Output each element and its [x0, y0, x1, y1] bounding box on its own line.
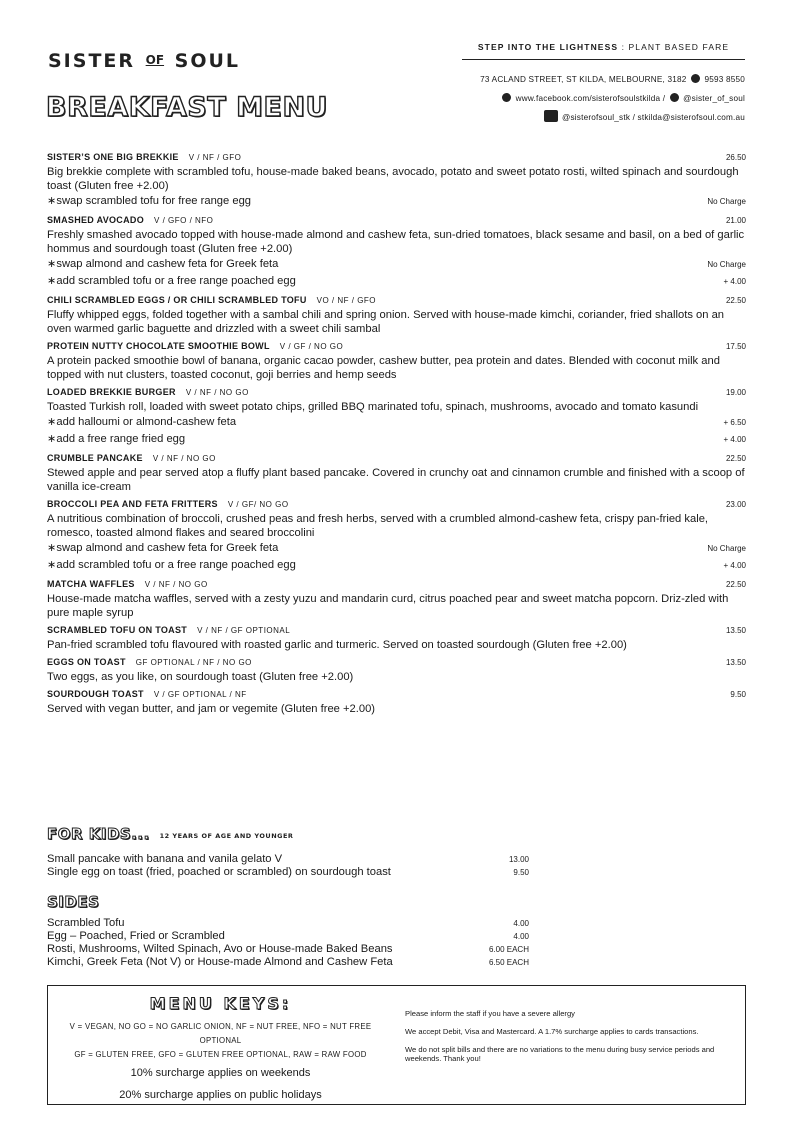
facebook-link[interactable]: www.facebook.com/sisterofsoulstkilda / — [515, 94, 666, 103]
instagram-icon — [544, 110, 558, 122]
extra-text: ∗add scrambled tofu or a free range poached egg — [47, 275, 296, 287]
item-header — [47, 451, 746, 466]
item-name: CHILI SCRAMBLED EGGS / OR CHILI SCRAMBLED TOFU — [47, 295, 307, 305]
item-extra — [47, 256, 746, 273]
menu-item — [47, 497, 746, 577]
brand-left: SISTER — [48, 50, 136, 72]
menu-item — [47, 687, 746, 719]
phone: 9593 8550 — [704, 75, 745, 84]
brand-logo — [48, 50, 240, 72]
brand-right: SOUL — [174, 50, 241, 72]
sides-row — [47, 956, 547, 969]
kids-item: Small pancake with banana and vanila gelato V — [47, 853, 283, 865]
extra-price: No Charge — [707, 260, 746, 269]
item-header — [47, 150, 746, 165]
item-title — [47, 213, 213, 228]
extra-text: ∗swap scrambled tofu for free range egg — [47, 195, 252, 207]
item-header — [47, 213, 746, 228]
sides-item: Egg – Poached, Fried or Scrambled — [47, 930, 225, 942]
kids-section — [47, 825, 547, 879]
item-price: 22.50 — [725, 296, 746, 305]
page-title: BREAKFAST MENU — [46, 92, 328, 123]
item-title — [47, 451, 216, 466]
holiday-surcharge: 20% surcharge applies on public holidays — [119, 1089, 322, 1101]
menu-item — [47, 293, 746, 339]
item-title — [47, 655, 252, 670]
kids-price: 13.00 — [508, 855, 529, 864]
item-price: 9.50 — [730, 690, 746, 699]
kids-row — [47, 853, 547, 866]
item-title — [47, 150, 241, 165]
extra-price: + 4.00 — [723, 435, 746, 444]
item-title — [47, 293, 376, 308]
item-extra — [47, 414, 746, 431]
item-description: Served with vegan butter, and jam or vegemite (Gluten free +2.00) — [47, 703, 376, 715]
address-line — [462, 70, 745, 89]
item-extra — [47, 540, 746, 557]
extra-price: + 4.00 — [723, 277, 746, 286]
item-title — [47, 623, 290, 638]
item-price: 17.50 — [725, 342, 746, 351]
extra-price: + 6.50 — [723, 418, 746, 427]
item-price: 13.50 — [725, 658, 746, 667]
item-name: MATCHA WAFFLES — [47, 579, 135, 589]
payment-note: We accept Debit, Visa and Mastercard. A 1.7% surcharge applies to cards transactions. — [405, 1027, 699, 1036]
menu-item — [47, 150, 746, 213]
item-dietary-tags: V / NF / NO GO — [185, 388, 249, 397]
item-header — [47, 339, 746, 354]
menu-items — [47, 150, 746, 719]
item-dietary-tags: GF OPTIONAL / NF / NO GO — [135, 658, 252, 667]
sides-section — [47, 893, 547, 969]
weekend-surcharge: 10% surcharge applies on weekends — [130, 1067, 311, 1079]
kids-price: 9.50 — [513, 868, 529, 877]
allergy-note: Please inform the staff if you have a severe allergy — [405, 1009, 575, 1018]
kids-subtitle: 12 YEARS OF AGE AND YOUNGER — [159, 832, 294, 840]
policy-notes — [405, 1009, 740, 1072]
item-header — [47, 497, 746, 512]
item-description: Toasted Turkish roll, loaded with sweet potato chips, grilled BBQ marinated tofu, spinach, mushrooms, avocado and tomato kasundi — [47, 401, 699, 413]
item-name: BROCCOLI PEA AND FETA FRITTERS — [47, 499, 218, 509]
instagram-email[interactable]: @sisterofsoul_stk / stkilda@sisterofsoul.com.au — [561, 113, 745, 122]
sides-price: 4.00 — [513, 919, 529, 928]
header-contact-block — [462, 42, 745, 127]
item-price: 19.00 — [725, 388, 746, 397]
social-handle[interactable]: @sister_of_soul — [683, 94, 745, 103]
item-title — [47, 385, 249, 400]
item-name: CRUMBLE PANCAKE — [47, 453, 143, 463]
menu-keys-line-2: GF = GLUTEN FREE, GFO = GLUTEN FREE OPTIONAL, RAW = RAW FOOD — [74, 1050, 367, 1059]
item-description: Stewed apple and pear served atop a fluffy plant based pancake. Covered in crunchy oat and cinnamon crumble and finished with a scoop of vanilla ice-cream — [47, 467, 745, 493]
item-header — [47, 293, 746, 308]
item-extra — [47, 193, 746, 210]
sides-row — [47, 930, 547, 943]
item-price: 21.00 — [725, 216, 746, 225]
sides-item: Rosti, Mushrooms, Wilted Spinach, Avo or House-made Baked Beans — [47, 943, 393, 955]
extra-text: ∗add a free range fried egg — [47, 433, 186, 445]
sides-row — [47, 917, 547, 930]
item-dietary-tags: V / GF OPTIONAL / NF — [153, 690, 247, 699]
extra-price: No Charge — [707, 197, 746, 206]
item-description: Freshly smashed avocado topped with house-made almond and cashew feta, sun-dried tomatoes, black sesame and basil, on a bed of garlic hommus and sourdough toast (Gluten free +2.00) — [47, 229, 745, 255]
facebook-icon — [502, 93, 511, 102]
item-dietary-tags: V / NF / NO GO — [152, 454, 216, 463]
item-price: 13.50 — [725, 626, 746, 635]
sides-row — [47, 943, 547, 956]
kids-title — [47, 825, 547, 843]
sides-price: 6.50 EACH — [488, 958, 529, 967]
extra-text: ∗swap almond and cashew feta for Greek feta — [47, 258, 279, 270]
item-title — [47, 339, 343, 354]
contact-info — [462, 70, 745, 127]
item-description: Pan-fried scrambled tofu flavoured with roasted garlic and turmeric. Served on toasted sourdough (Gluten free +2.00) — [47, 639, 627, 651]
item-header — [47, 687, 746, 702]
menu-item — [47, 385, 746, 451]
item-dietary-tags: V / GF / NO GO — [279, 342, 344, 351]
item-description: Big brekkie complete with scrambled tofu, house-made baked beans, avocado, potato and sweet potato rosti, wilted spinach and sourdough toast (Gluten free +2.00) — [47, 166, 739, 192]
item-dietary-tags: VO / NF / GFO — [316, 296, 377, 305]
item-dietary-tags: V / NF / NO GO — [144, 580, 208, 589]
item-dietary-tags: V / NF / GF OPTIONAL — [197, 626, 291, 635]
sides-title: SIDES — [47, 893, 100, 911]
kids-item: Single egg on toast (fried, poached or scrambled) on sourdough toast — [47, 866, 391, 878]
item-header — [47, 577, 746, 592]
sides-item: Kimchi, Greek Feta (Not V) or House-made Almond and Cashew Feta — [47, 956, 393, 968]
menu-item — [47, 451, 746, 497]
tagline-rest: : PLANT BASED FARE — [621, 42, 730, 52]
item-description: Fluffy whipped eggs, folded together with a sambal chili and spring onion. Served with house-made kimchi, coriander, fried shallots on an oven warmed garlic baguette and drizzled with a sweet chili sambal — [47, 309, 725, 335]
item-price: 22.50 — [725, 580, 746, 589]
item-name: SMASHED AVOCADO — [47, 215, 145, 225]
phone-icon — [691, 74, 700, 83]
item-extra — [47, 557, 746, 574]
sides-price: 4.00 — [513, 932, 529, 941]
item-price: 26.50 — [725, 153, 746, 162]
kids-row — [47, 866, 547, 879]
extra-price: No Charge — [707, 544, 746, 553]
item-description: House-made matcha waffles, served with a zesty yuzu and mandarin curd, citrus poached pear and sweet matcha popcorn. Driz-zled with pure maple syrup — [47, 593, 729, 619]
item-title — [47, 497, 289, 512]
instagram-line — [462, 108, 745, 127]
item-description: A nutritious combination of broccoli, crushed peas and fresh herbs, served with a crumbled almond-cashew feta, crispy pan-fried kale, romesco, toasted almond flakes and seared broccolini — [47, 513, 709, 539]
item-header — [47, 385, 746, 400]
item-header — [47, 623, 746, 638]
item-price: 23.00 — [725, 500, 746, 509]
item-description: A protein packed smoothie bowl of banana, organic cacao powder, cashew butter, pea protein and dates. Blended with coconut milk and topped with nut clusters, toasted coconut, goji berries and hemp seeds — [47, 355, 720, 381]
item-description: Two eggs, as you like, on sourdough toast (Gluten free +2.00) — [47, 671, 354, 683]
billing-note: We do not split bills and there are no variations to the menu during busy service periods and weekends. Thank you! — [405, 1045, 715, 1063]
item-title — [47, 577, 208, 592]
item-dietary-tags: V / GFO / NFO — [154, 216, 214, 225]
item-name: SCRAMBLED TOFU ON TOAST — [47, 625, 188, 635]
extra-text: ∗add halloumi or almond-cashew feta — [47, 416, 237, 428]
sides-list — [47, 917, 547, 969]
menu-item — [47, 213, 746, 293]
tagline — [462, 42, 745, 60]
menu-keys-line-1: V = VEGAN, NO GO = NO GARLIC ONION, NF = NUT FREE, NFO = NUT FREE OPTIONAL — [69, 1022, 372, 1045]
item-header — [47, 655, 746, 670]
menu-item — [47, 339, 746, 385]
menu-keys — [48, 994, 393, 1106]
item-name: SOURDOUGH TOAST — [47, 689, 144, 699]
menu-item — [47, 577, 746, 623]
kids-list — [47, 853, 547, 879]
item-extra — [47, 431, 746, 448]
item-gap — [47, 716, 746, 719]
item-name: SISTER’S ONE BIG BREKKIE — [47, 152, 179, 162]
extra-price: + 4.00 — [723, 561, 746, 570]
menu-item — [47, 623, 746, 655]
kids-title-text: FOR KIDS... — [47, 825, 150, 843]
item-dietary-tags: V / GF/ NO GO — [227, 500, 289, 509]
extra-text: ∗add scrambled tofu or a free range poached egg — [47, 559, 296, 571]
item-price: 22.50 — [725, 454, 746, 463]
item-name: EGGS ON TOAST — [47, 657, 126, 667]
sides-item: Scrambled Tofu — [47, 917, 125, 929]
item-title — [47, 687, 247, 702]
menu-keys-box — [47, 985, 746, 1105]
brand-of: OF — [145, 53, 165, 67]
menu-item — [47, 655, 746, 687]
item-name: PROTEIN NUTTY CHOCOLATE SMOOTHIE BOWL — [47, 341, 270, 351]
extra-text: ∗swap almond and cashew feta for Greek feta — [47, 542, 279, 554]
item-name: LOADED BREKKIE BURGER — [47, 387, 176, 397]
menu-keys-title: MENU KEYS: — [149, 994, 292, 1013]
item-dietary-tags: V / NF / GFO — [188, 153, 242, 162]
address: 73 ACLAND STREET, ST KILDA, MELBOURNE, 3182 — [480, 75, 687, 84]
social-line — [462, 89, 745, 108]
tagline-bold: STEP INTO THE LIGHTNESS — [477, 42, 619, 52]
social-icon — [670, 93, 679, 102]
sides-price: 6.00 EACH — [488, 945, 529, 954]
item-extra — [47, 273, 746, 290]
